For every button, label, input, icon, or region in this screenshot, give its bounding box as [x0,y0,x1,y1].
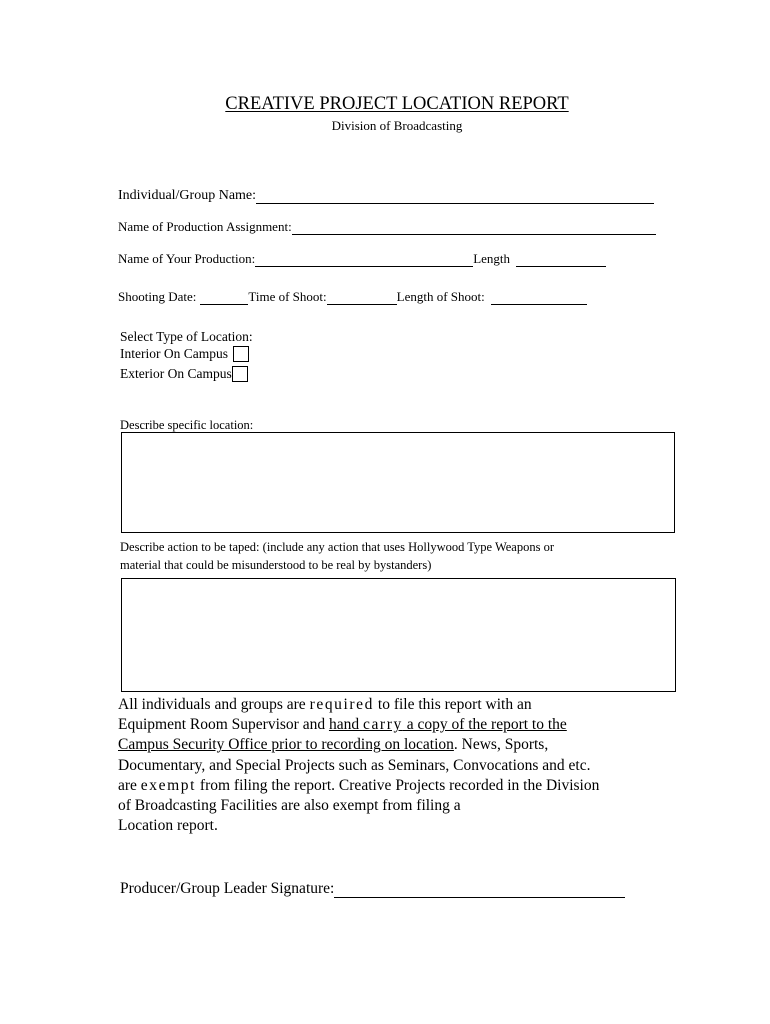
your-production-row [118,251,606,267]
location-type-heading: Select Type of Location: [120,329,253,344]
page-subtitle: Division of Broadcasting [331,118,463,133]
length-field[interactable] [516,252,606,267]
notice-paragraph [118,695,678,836]
page-title: CREATIVE PROJECT LOCATION REPORT [225,94,569,114]
length-of-shoot-field[interactable] [491,290,587,305]
production-assignment-row [118,219,656,235]
notice-line-2: Equipment Room Supervisor and hand carry a copy of the report to the [118,716,567,734]
exterior-label: Exterior On Campus [120,366,232,381]
length-of-shoot-label: Length of Shoot: [396,289,485,304]
signature-field[interactable] [334,881,625,898]
notice-line-6: of Broadcasting Facilities are also exempt from filing a [118,797,461,815]
time-of-shoot-label: Time of Shoot: [248,289,327,304]
individual-group-name-field[interactable] [256,189,654,204]
notice-line-4: Documentary, and Special Projects such as Seminars, Convocations and etc. [118,756,591,774]
production-assignment-label: Name of Production Assignment: [118,219,292,234]
shooting-date-label: Shooting Date: [118,289,197,304]
interior-label: Interior On Campus [120,346,228,361]
describe-location-label: Describe specific location: [120,418,254,432]
individual-group-name-label: Individual/Group Name: [118,188,257,203]
time-of-shoot-field[interactable] [327,290,397,305]
notice-line-3: Campus Security Office prior to recording on location. News, Sports, [118,736,549,754]
your-production-field[interactable] [255,252,473,267]
describe-location-textarea[interactable] [121,432,675,533]
notice-line-1: All individuals and groups are required to file this report with an [118,696,532,713]
interior-option [120,346,249,362]
production-assignment-field[interactable] [292,220,656,235]
describe-action-label-line2: material that could be misunderstood to be real by bystanders) [120,558,432,572]
shooting-row [118,289,587,305]
individual-group-name-row [118,188,654,204]
shooting-date-field[interactable] [200,290,248,305]
signature-row [120,880,625,898]
exterior-checkbox[interactable] [232,366,248,382]
length-label: Length [473,251,511,266]
exterior-option [120,366,248,382]
notice-line-7: Location report. [118,817,218,835]
describe-action-label-line1: Describe action to be taped: (include any action that uses Hollywood Type Weapons or [120,540,554,554]
interior-checkbox[interactable] [233,346,249,362]
signature-label: Producer/Group Leader Signature: [120,880,335,897]
describe-action-textarea[interactable] [121,578,676,692]
notice-line-5: are exempt from filing the report. Creative Projects recorded in the Division [118,776,600,794]
your-production-label: Name of Your Production: [118,251,256,266]
